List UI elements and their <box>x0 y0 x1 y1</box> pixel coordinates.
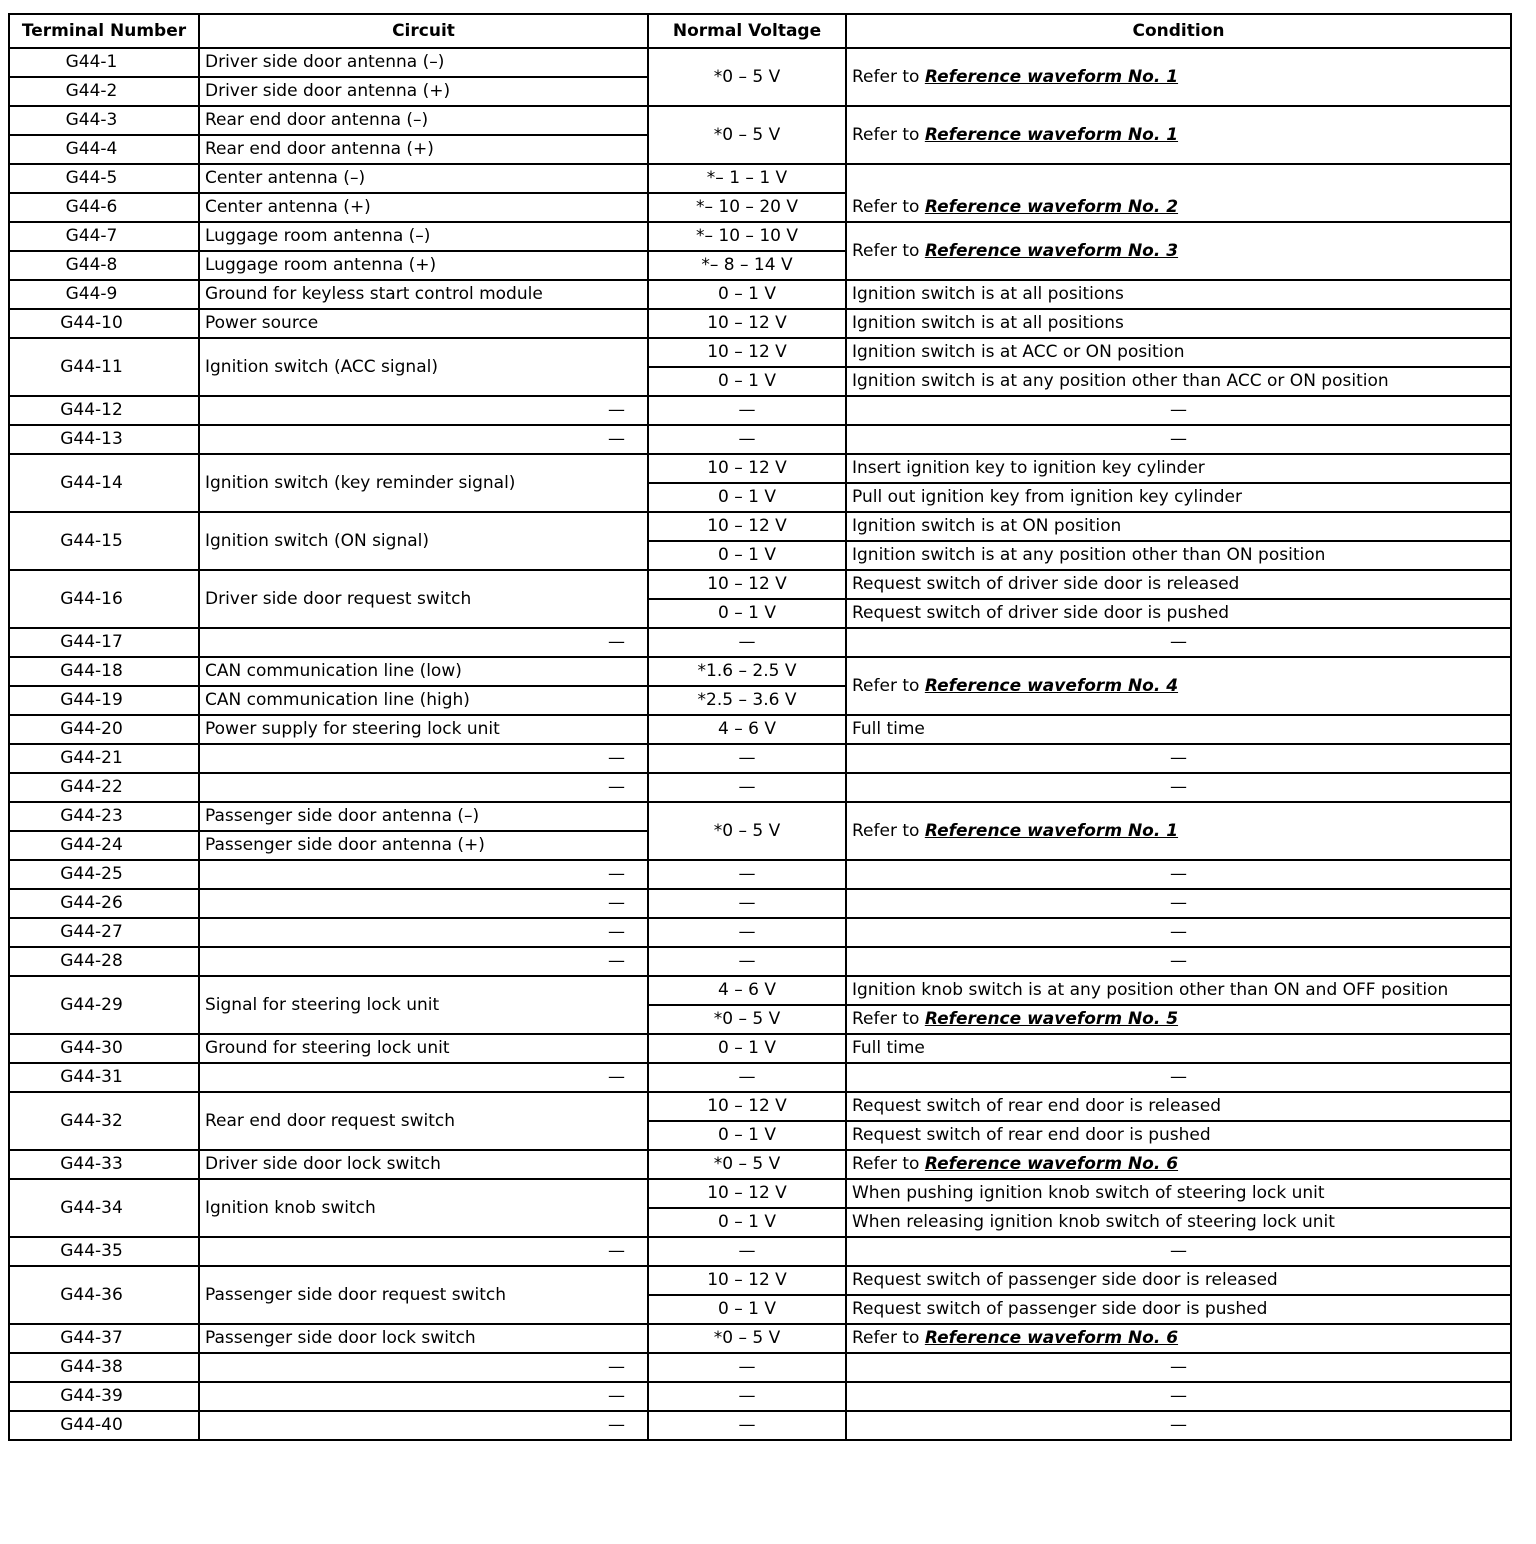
header-terminal-number: Terminal Number <box>9 14 199 48</box>
table-row <box>9 425 1511 454</box>
table-row <box>9 570 1511 599</box>
voltage-cell: — <box>648 1411 846 1440</box>
terminal-cell: G44-32 <box>9 1092 199 1150</box>
condition-cell: Ignition switch is at ON position <box>846 512 1511 541</box>
table-row <box>9 106 1511 135</box>
circuit-cell: — <box>199 1411 648 1440</box>
table-row <box>9 222 1511 251</box>
reference-waveform-link[interactable]: Reference waveform No. 6 <box>924 1328 1179 1348</box>
table-row <box>9 657 1511 686</box>
voltage-cell: *0 – 5 V <box>648 1005 846 1034</box>
voltage-cell: 0 – 1 V <box>648 483 846 512</box>
table-row <box>9 1237 1511 1266</box>
voltage-cell: — <box>648 1382 846 1411</box>
voltage-cell: 10 – 12 V <box>648 1179 846 1208</box>
condition-cell: — <box>846 396 1511 425</box>
circuit-cell: — <box>199 889 648 918</box>
circuit-cell: Driver side door antenna (–) <box>199 48 648 77</box>
table-row <box>9 889 1511 918</box>
condition-cell: — <box>846 1411 1511 1440</box>
voltage-cell: 4 – 6 V <box>648 976 846 1005</box>
voltage-cell: *– 10 – 20 V <box>648 193 846 222</box>
voltage-cell: *0 – 5 V <box>648 48 846 106</box>
condition-cell: Ignition switch is at ACC or ON position <box>846 338 1511 367</box>
terminal-cell: G44-19 <box>9 686 199 715</box>
voltage-cell: 0 – 1 V <box>648 367 846 396</box>
terminal-cell: G44-9 <box>9 280 199 309</box>
table-row <box>9 1179 1511 1208</box>
condition-cell: Refer to Reference waveform No. 3 <box>846 222 1511 280</box>
voltage-cell: — <box>648 889 846 918</box>
table-row <box>9 309 1511 338</box>
terminal-cell: G44-11 <box>9 338 199 396</box>
circuit-cell: — <box>199 1382 648 1411</box>
voltage-cell: 0 – 1 V <box>648 280 846 309</box>
condition-cell: Refer to Reference waveform No. 1 <box>846 106 1511 164</box>
voltage-cell: *– 1 – 1 V <box>648 164 846 193</box>
voltage-cell: — <box>648 1353 846 1382</box>
reference-waveform-link[interactable]: Reference waveform No. 5 <box>924 1009 1179 1029</box>
table-row <box>9 48 1511 77</box>
terminal-cell: G44-33 <box>9 1150 199 1179</box>
circuit-cell: Power supply for steering lock unit <box>199 715 648 744</box>
condition-cell: — <box>846 425 1511 454</box>
reference-waveform-link[interactable]: Reference waveform No. 1 <box>924 820 1179 841</box>
table-row <box>9 773 1511 802</box>
circuit-cell: Ignition switch (key reminder signal) <box>199 454 648 512</box>
circuit-cell: Passenger side door antenna (+) <box>199 831 648 860</box>
condition-cell: — <box>846 1237 1511 1266</box>
voltage-cell: 10 – 12 V <box>648 1266 846 1295</box>
table-row <box>9 715 1511 744</box>
reference-waveform-link[interactable]: Reference waveform No. 3 <box>924 240 1179 261</box>
table-row <box>9 280 1511 309</box>
terminal-cell: G44-22 <box>9 773 199 802</box>
table-row <box>9 1411 1511 1440</box>
voltage-cell: *1.6 – 2.5 V <box>648 657 846 686</box>
circuit-cell: — <box>199 425 648 454</box>
condition-cell: Insert ignition key to ignition key cylinder <box>846 454 1511 483</box>
terminal-cell: G44-2 <box>9 77 199 106</box>
terminal-cell: G44-28 <box>9 947 199 976</box>
reference-waveform-link[interactable]: Reference waveform No. 1 <box>924 124 1179 145</box>
condition-cell: — <box>846 860 1511 889</box>
terminal-cell: G44-36 <box>9 1266 199 1324</box>
condition-cell: — <box>846 1353 1511 1382</box>
condition-cell: — <box>846 889 1511 918</box>
terminal-cell: G44-27 <box>9 918 199 947</box>
terminal-cell: G44-14 <box>9 454 199 512</box>
voltage-cell: *0 – 5 V <box>648 1324 846 1353</box>
table-row <box>9 338 1511 367</box>
circuit-cell: Ground for steering lock unit <box>199 1034 648 1063</box>
table-row <box>9 860 1511 889</box>
circuit-cell: — <box>199 1353 648 1382</box>
header-circuit: Circuit <box>199 14 648 48</box>
table-row <box>9 802 1511 831</box>
voltage-cell: *0 – 5 V <box>648 1150 846 1179</box>
voltage-cell: 10 – 12 V <box>648 454 846 483</box>
terminal-cell: G44-6 <box>9 193 199 222</box>
condition-cell: Refer to Reference waveform No. 6 <box>846 1324 1511 1353</box>
circuit-cell: Passenger side door request switch <box>199 1266 648 1324</box>
table-row <box>9 1266 1511 1295</box>
voltage-cell: — <box>648 628 846 657</box>
circuit-cell: Ignition knob switch <box>199 1179 648 1237</box>
condition-cell: — <box>846 744 1511 773</box>
voltage-cell: *– 10 – 10 V <box>648 222 846 251</box>
circuit-cell: — <box>199 1063 648 1092</box>
reference-waveform-link[interactable]: Reference waveform No. 2 <box>924 197 1179 217</box>
circuit-cell: Driver side door lock switch <box>199 1150 648 1179</box>
table-row <box>9 1150 1511 1179</box>
voltage-cell: 0 – 1 V <box>648 1208 846 1237</box>
voltage-cell: 0 – 1 V <box>648 599 846 628</box>
terminal-cell: G44-38 <box>9 1353 199 1382</box>
table-row <box>9 1324 1511 1353</box>
condition-cell: Pull out ignition key from ignition key cylinder <box>846 483 1511 512</box>
terminal-cell: G44-8 <box>9 251 199 280</box>
condition-cell: Refer to Reference waveform No. 2 <box>846 164 1511 222</box>
voltage-cell: 10 – 12 V <box>648 570 846 599</box>
voltage-cell: 0 – 1 V <box>648 1034 846 1063</box>
circuit-cell: Ignition switch (ACC signal) <box>199 338 648 396</box>
circuit-cell: — <box>199 918 648 947</box>
circuit-cell: CAN communication line (high) <box>199 686 648 715</box>
voltage-cell: — <box>648 396 846 425</box>
voltage-cell: *– 8 – 14 V <box>648 251 846 280</box>
terminal-cell: G44-1 <box>9 48 199 77</box>
table-row <box>9 1353 1511 1382</box>
voltage-cell: — <box>648 744 846 773</box>
condition-cell: — <box>846 628 1511 657</box>
circuit-cell: Driver side door antenna (+) <box>199 77 648 106</box>
terminal-cell: G44-5 <box>9 164 199 193</box>
circuit-cell: Rear end door request switch <box>199 1092 648 1150</box>
terminal-cell: G44-4 <box>9 135 199 164</box>
condition-cell: — <box>846 1382 1511 1411</box>
condition-cell: When pushing ignition knob switch of steering lock unit <box>846 1179 1511 1208</box>
circuit-cell: Power source <box>199 309 648 338</box>
circuit-cell: Rear end door antenna (–) <box>199 106 648 135</box>
circuit-cell: — <box>199 1237 648 1266</box>
voltage-cell: — <box>648 773 846 802</box>
circuit-cell: Ground for keyless start control module <box>199 280 648 309</box>
reference-waveform-link[interactable]: Reference waveform No. 4 <box>924 675 1179 696</box>
voltage-cell: — <box>648 1063 846 1092</box>
circuit-cell: — <box>199 947 648 976</box>
condition-cell: Request switch of passenger side door is pushed <box>846 1295 1511 1324</box>
terminal-cell: G44-13 <box>9 425 199 454</box>
circuit-cell: Luggage room antenna (+) <box>199 251 648 280</box>
circuit-cell: — <box>199 860 648 889</box>
terminal-cell: G44-25 <box>9 860 199 889</box>
terminal-cell: G44-24 <box>9 831 199 860</box>
condition-cell: When releasing ignition knob switch of steering lock unit <box>846 1208 1511 1237</box>
voltage-cell: *0 – 5 V <box>648 802 846 860</box>
table-row <box>9 1382 1511 1411</box>
condition-cell: Ignition knob switch is at any position other than ON and OFF position <box>846 976 1511 1005</box>
condition-cell: Refer to Reference waveform No. 1 <box>846 802 1511 860</box>
condition-cell: Request switch of rear end door is released <box>846 1092 1511 1121</box>
voltage-cell: 0 – 1 V <box>648 1295 846 1324</box>
terminal-voltage-table <box>8 13 1512 1441</box>
terminal-cell: G44-26 <box>9 889 199 918</box>
header-row <box>9 14 1511 48</box>
header-normal-voltage: Normal Voltage <box>648 14 846 48</box>
circuit-cell: Center antenna (–) <box>199 164 648 193</box>
voltage-cell: 0 – 1 V <box>648 1121 846 1150</box>
terminal-cell: G44-10 <box>9 309 199 338</box>
reference-waveform-link[interactable]: Reference waveform No. 6 <box>924 1154 1179 1174</box>
table-row <box>9 918 1511 947</box>
condition-cell: Request switch of passenger side door is released <box>846 1266 1511 1295</box>
condition-cell: Request switch of driver side door is pushed <box>846 599 1511 628</box>
terminal-cell: G44-21 <box>9 744 199 773</box>
table-row <box>9 1034 1511 1063</box>
condition-cell: Refer to Reference waveform No. 6 <box>846 1150 1511 1179</box>
terminal-cell: G44-40 <box>9 1411 199 1440</box>
circuit-cell: Driver side door request switch <box>199 570 648 628</box>
terminal-cell: G44-12 <box>9 396 199 425</box>
terminal-cell: G44-23 <box>9 802 199 831</box>
condition-cell: Refer to Reference waveform No. 5 <box>846 1005 1511 1034</box>
table-row <box>9 628 1511 657</box>
table-row <box>9 976 1511 1005</box>
condition-cell: — <box>846 918 1511 947</box>
table-row <box>9 744 1511 773</box>
voltage-cell: 10 – 12 V <box>648 1092 846 1121</box>
reference-waveform-link[interactable]: Reference waveform No. 1 <box>924 66 1179 87</box>
table-row <box>9 947 1511 976</box>
header-condition: Condition <box>846 14 1511 48</box>
table-row <box>9 396 1511 425</box>
voltage-cell: — <box>648 918 846 947</box>
circuit-cell: Ignition switch (ON signal) <box>199 512 648 570</box>
voltage-cell: — <box>648 1237 846 1266</box>
voltage-cell: — <box>648 860 846 889</box>
voltage-cell: 4 – 6 V <box>648 715 846 744</box>
terminal-cell: G44-30 <box>9 1034 199 1063</box>
condition-cell: Refer to Reference waveform No. 4 <box>846 657 1511 715</box>
table-row <box>9 454 1511 483</box>
circuit-cell: CAN communication line (low) <box>199 657 648 686</box>
table-row <box>9 1063 1511 1092</box>
terminal-cell: G44-7 <box>9 222 199 251</box>
condition-cell: — <box>846 773 1511 802</box>
condition-cell: Ignition switch is at all positions <box>846 280 1511 309</box>
voltage-cell: — <box>648 425 846 454</box>
condition-cell: Ignition switch is at any position other than ON position <box>846 541 1511 570</box>
condition-cell: Full time <box>846 715 1511 744</box>
terminal-cell: G44-39 <box>9 1382 199 1411</box>
condition-cell: Ignition switch is at any position other than ACC or ON position <box>846 367 1511 396</box>
terminal-cell: G44-34 <box>9 1179 199 1237</box>
circuit-cell: Luggage room antenna (–) <box>199 222 648 251</box>
voltage-cell: 10 – 12 V <box>648 338 846 367</box>
circuit-cell: — <box>199 396 648 425</box>
condition-cell: — <box>846 1063 1511 1092</box>
voltage-cell: 10 – 12 V <box>648 309 846 338</box>
circuit-cell: — <box>199 628 648 657</box>
circuit-cell: Signal for steering lock unit <box>199 976 648 1034</box>
condition-cell: Refer to Reference waveform No. 1 <box>846 48 1511 106</box>
circuit-cell: Passenger side door antenna (–) <box>199 802 648 831</box>
circuit-cell: — <box>199 744 648 773</box>
terminal-cell: G44-16 <box>9 570 199 628</box>
table-row <box>9 512 1511 541</box>
terminal-cell: G44-18 <box>9 657 199 686</box>
condition-cell: Ignition switch is at all positions <box>846 309 1511 338</box>
circuit-cell: Rear end door antenna (+) <box>199 135 648 164</box>
voltage-cell: 10 – 12 V <box>648 512 846 541</box>
terminal-cell: G44-31 <box>9 1063 199 1092</box>
voltage-cell: *0 – 5 V <box>648 106 846 164</box>
terminal-cell: G44-29 <box>9 976 199 1034</box>
voltage-cell: — <box>648 947 846 976</box>
terminal-cell: G44-3 <box>9 106 199 135</box>
condition-cell: Full time <box>846 1034 1511 1063</box>
table-row <box>9 1092 1511 1121</box>
condition-cell: Request switch of rear end door is pushed <box>846 1121 1511 1150</box>
terminal-cell: G44-15 <box>9 512 199 570</box>
circuit-cell: Passenger side door lock switch <box>199 1324 648 1353</box>
circuit-cell: — <box>199 773 648 802</box>
terminal-cell: G44-37 <box>9 1324 199 1353</box>
voltage-cell: *2.5 – 3.6 V <box>648 686 846 715</box>
terminal-cell: G44-35 <box>9 1237 199 1266</box>
condition-cell: Request switch of driver side door is released <box>846 570 1511 599</box>
terminal-cell: G44-20 <box>9 715 199 744</box>
voltage-cell: 0 – 1 V <box>648 541 846 570</box>
circuit-cell: Center antenna (+) <box>199 193 648 222</box>
terminal-table-container <box>8 13 1510 1441</box>
condition-cell: — <box>846 947 1511 976</box>
terminal-cell: G44-17 <box>9 628 199 657</box>
table-row <box>9 164 1511 193</box>
